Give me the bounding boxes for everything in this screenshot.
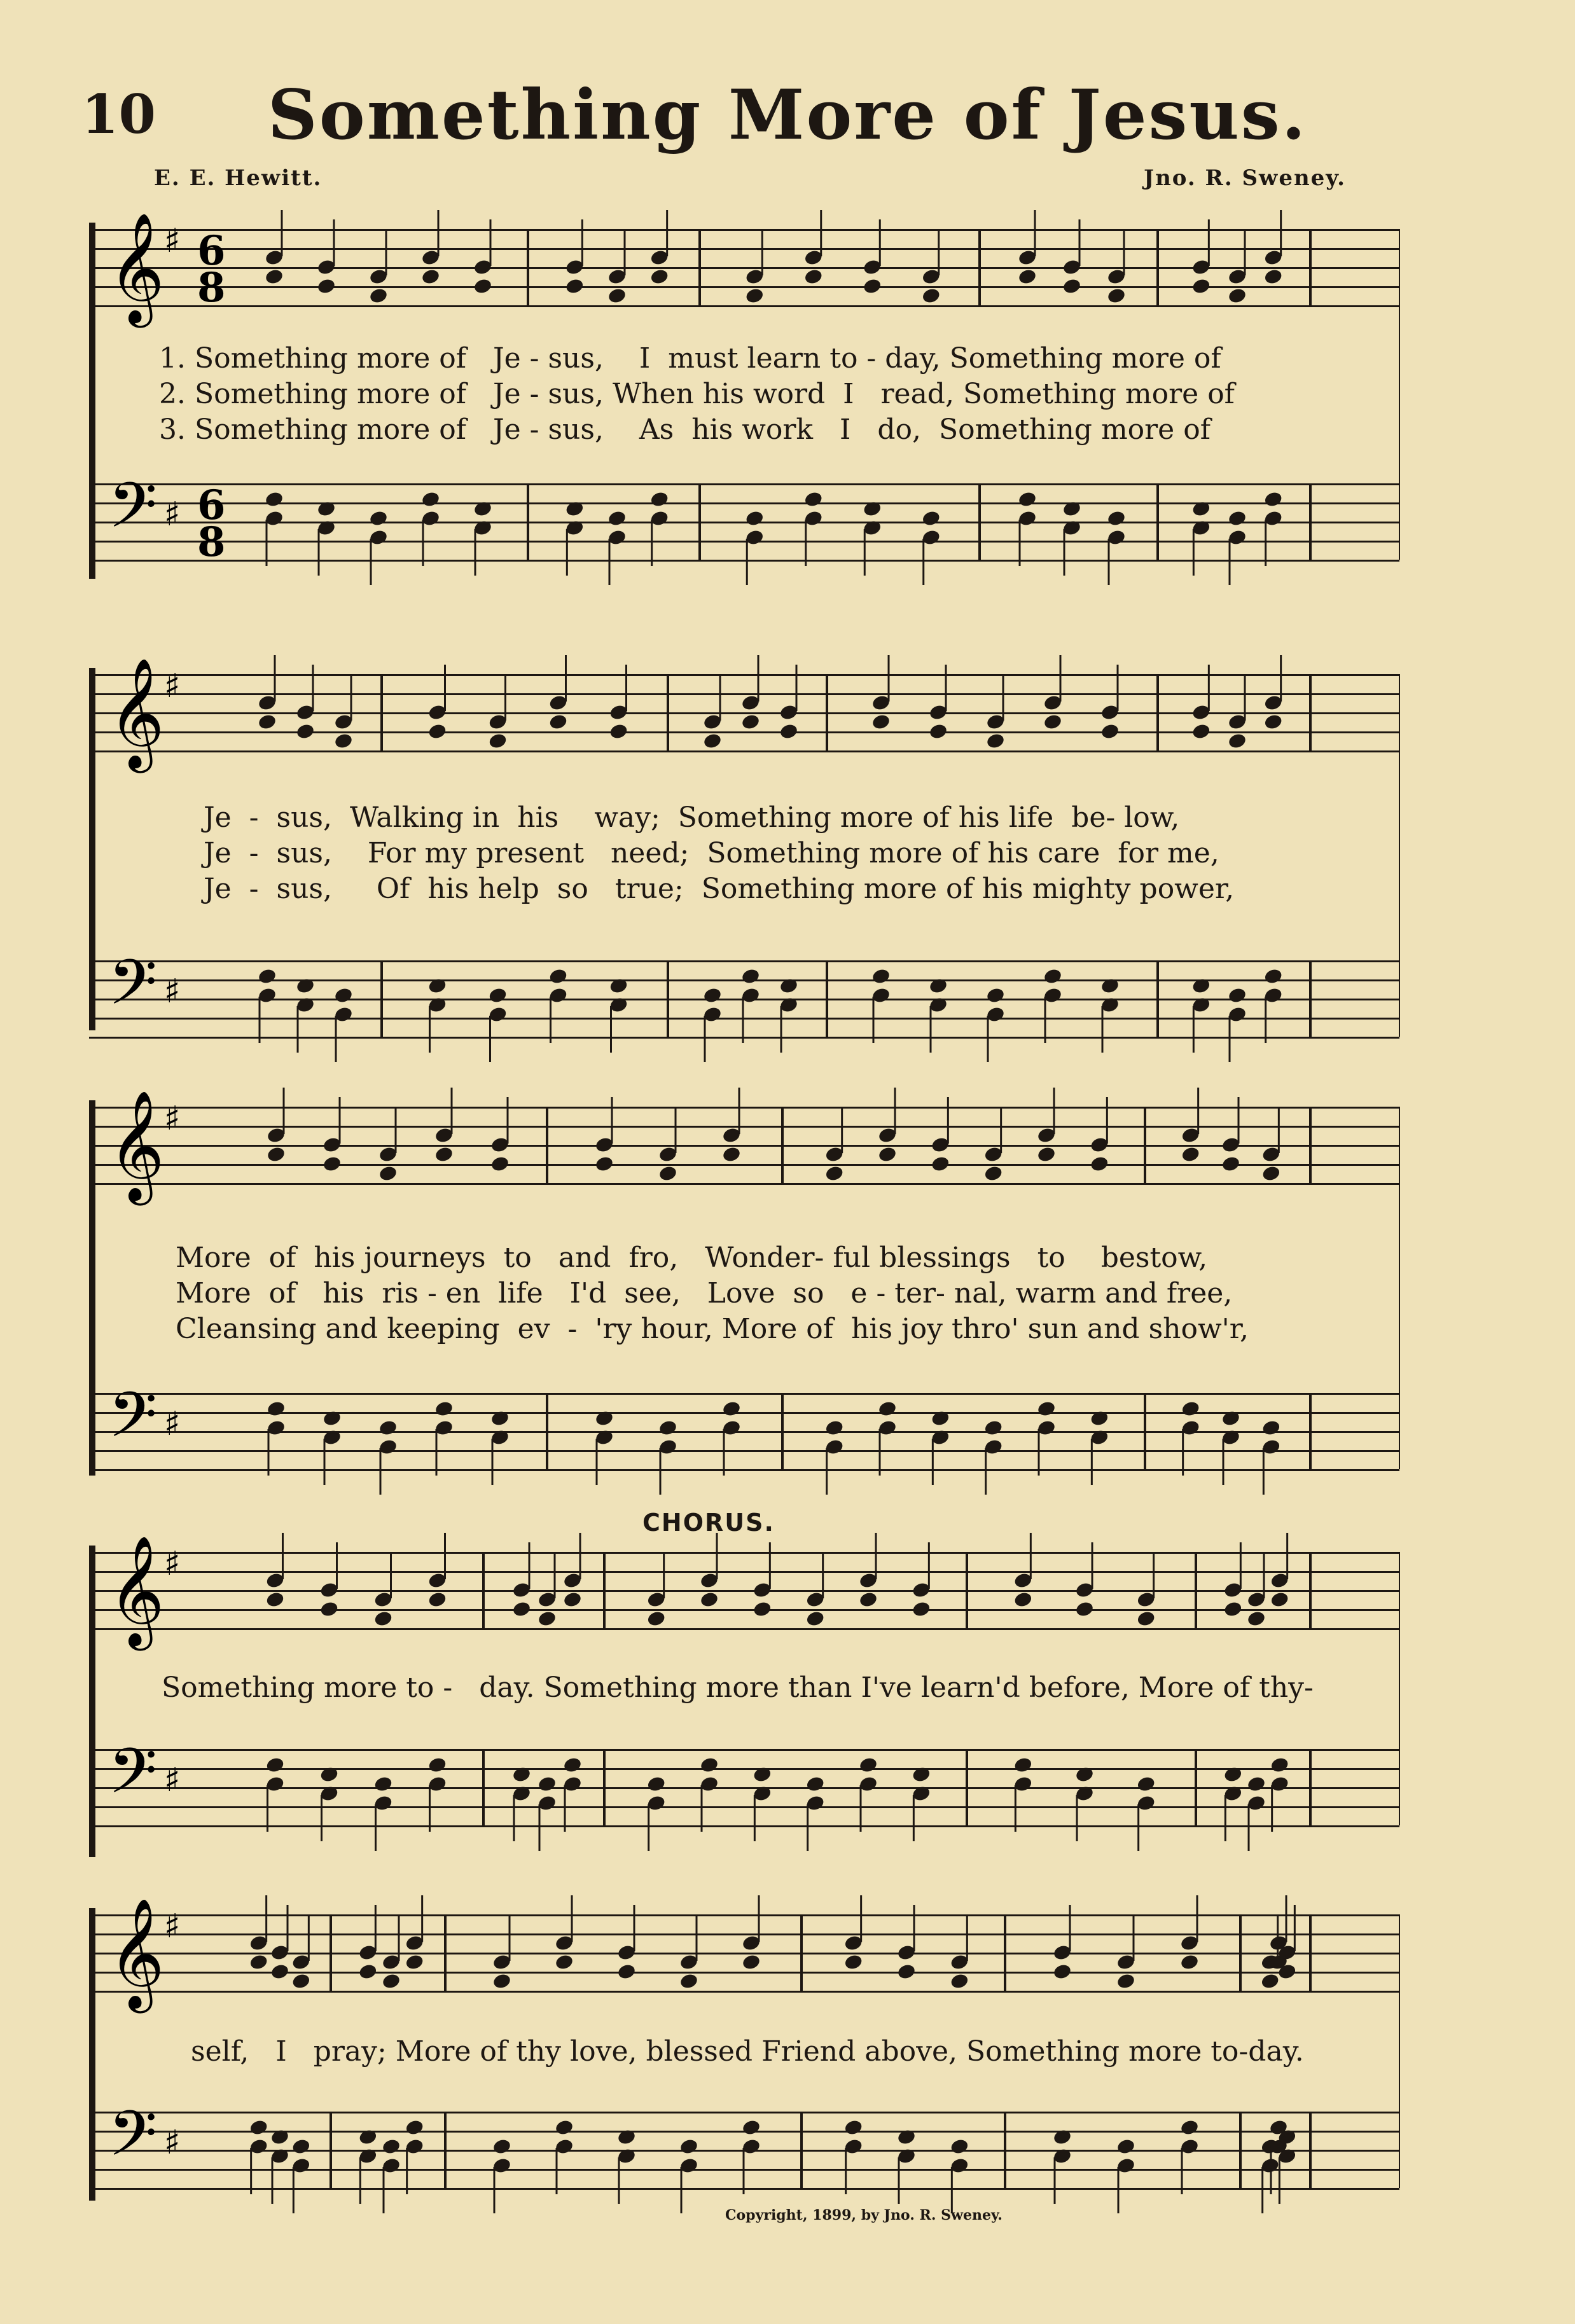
notehead [1263,490,1283,508]
notehead [373,1775,393,1793]
lyric-line: Something more to - day. Something more than I've learn'd before, More of thy- [162,1671,1314,1704]
notehead [679,2138,698,2155]
lyric-line: 1. Something more of Je - sus, I must learn to - day, Something more of [159,342,1221,375]
notehead [1246,1610,1266,1628]
notehead [679,1972,698,1990]
notehead [405,2119,424,2136]
notehead [492,1972,511,1990]
treble-clef-icon: 𝄞 [108,1090,165,1201]
notehead [858,1591,878,1608]
notehead [950,1972,969,1990]
notehead [319,1766,339,1783]
time-signature-digit: 8 [197,264,226,312]
lyric-line: More of his journeys to and fro, Wonder- ful blessings to bestow, [176,1242,1208,1274]
notehead [607,509,627,527]
time-signature-digit: 6 [197,227,226,275]
notehead [896,2128,916,2146]
notehead [266,1400,286,1418]
sharp-icon: ♯ [164,1100,181,1138]
sharp-icon: ♯ [164,1545,181,1583]
notehead [871,713,891,731]
notehead [322,1409,342,1427]
notehead [1270,1591,1289,1608]
notehead [740,713,760,731]
notehead [291,2138,311,2155]
sharp-icon: ♯ [164,1907,181,1946]
notehead [1013,1756,1033,1774]
notehead [1106,287,1126,305]
notehead [358,1963,378,1981]
notehead [1090,1155,1109,1173]
notehead [1263,268,1283,286]
notehead [1246,1775,1266,1793]
sharp-icon: ♯ [164,972,181,1011]
time-signature-digit: 8 [197,518,226,566]
notehead [1090,1409,1109,1427]
notehead [1136,1775,1156,1793]
notehead [699,1756,719,1774]
notehead [1013,1591,1033,1608]
notehead [658,1165,677,1182]
notehead [779,723,798,740]
notehead [753,1766,772,1783]
notehead [803,268,823,286]
notehead [912,1766,931,1783]
notehead [434,1145,454,1163]
lyric-line: self, I pray; More of thy love, blessed Friend above, Something more to-day. [191,2035,1304,2068]
notehead [1221,1409,1240,1427]
notehead [616,2128,636,2146]
notehead [420,490,440,508]
notehead [740,967,760,985]
notehead [295,723,315,740]
sharp-icon: ♯ [164,495,181,534]
notehead [921,287,941,305]
notehead [1270,1756,1289,1774]
notehead [983,1165,1003,1182]
notehead [562,1756,582,1774]
page-number: 10 [81,83,156,146]
notehead [264,490,284,508]
notehead [863,277,882,295]
notehead [824,1419,844,1437]
notehead [554,2119,574,2136]
notehead [721,1400,741,1418]
notehead [427,1756,447,1774]
notehead [1260,1972,1280,1990]
sharp-icon: ♯ [164,2124,181,2162]
notehead [548,713,568,731]
notehead [1191,723,1211,740]
notehead [1036,1145,1056,1163]
notehead [896,1963,916,1981]
notehead [1191,500,1211,518]
notehead [554,1953,574,1971]
notehead [1223,1600,1243,1618]
notehead [1191,277,1211,295]
notehead [378,1419,398,1437]
notehead [381,2138,401,2155]
notehead [983,1419,1003,1437]
notehead [537,1775,557,1793]
lyric-line: Je - sus, Walking in his way; Something more of his life be- low, [204,801,1180,834]
notehead [473,500,492,518]
notehead [950,2138,969,2155]
notehead [1261,1165,1281,1182]
notehead [863,500,882,518]
notehead [295,977,315,995]
notehead [1227,509,1247,527]
hymn-title: Something More of Jesus. [267,75,1308,155]
notehead [745,287,765,305]
notehead [1062,500,1081,518]
notehead [565,277,585,295]
notehead [928,977,948,995]
notehead [316,277,336,295]
notehead [249,1953,268,1971]
notehead [434,1400,454,1418]
notehead [1179,2119,1199,2136]
notehead [1100,723,1120,740]
notehead [649,490,669,508]
notehead [702,986,722,1004]
notehead [427,977,447,995]
notehead [985,986,1005,1004]
notehead [721,1145,741,1163]
notehead [270,1963,289,1981]
lyric-line: Je - sus, For my present need; Something more of his care for me, [204,837,1219,869]
lyric-line: More of his ris - en life I'd see, Love so e - ter- nal, warm and free, [176,1277,1233,1310]
notehead [877,1145,897,1163]
notehead [266,1145,286,1163]
treble-clef-icon: 𝄞 [108,1535,165,1646]
notehead [1052,1963,1072,1981]
notehead [1136,1610,1156,1628]
notehead [646,1775,666,1793]
notehead [805,1775,825,1793]
treble-clef-icon: 𝄞 [108,1898,165,2009]
notehead [616,1963,636,1981]
notehead [319,1600,339,1618]
notehead [427,1591,447,1608]
bass-clef-icon: 𝄢 [108,1735,158,1823]
treble-clef-icon: 𝄞 [108,658,165,768]
notehead [373,1610,393,1628]
lyric-line: Cleansing and keeping ev - 'ry hour, More of his joy thro' sun and show'r, [176,1313,1249,1345]
notehead [257,967,277,985]
notehead [594,1155,614,1173]
notehead [562,1591,582,1608]
chorus-label: CHORUS. [642,1509,775,1537]
notehead [368,509,388,527]
notehead [1227,732,1247,750]
notehead [1227,986,1247,1004]
notehead [333,986,353,1004]
notehead [378,1165,398,1182]
sharp-icon: ♯ [164,1761,181,1799]
notehead [699,1591,719,1608]
notehead [824,1165,844,1182]
notehead [745,509,765,527]
treble-clef-icon: 𝄞 [108,212,165,323]
notehead [741,2119,761,2136]
notehead [316,500,336,518]
notehead [265,1591,285,1608]
notehead [803,490,823,508]
time-signature-digit: 6 [197,481,226,529]
notehead [291,1972,311,1990]
notehead [1227,287,1247,305]
sharp-icon: ♯ [164,667,181,705]
lyric-line: Je - sus, Of his help so true; Something more of his mighty power, [204,873,1235,905]
notehead [658,1419,677,1437]
notehead [1036,1400,1056,1418]
notehead [1017,268,1037,286]
notehead [607,287,627,305]
notehead [427,723,447,740]
notehead [420,268,440,286]
notehead [609,723,628,740]
lyric-line: 3. Something more of Je - sus, As his work I do, Something more of [159,413,1211,446]
bass-clef-icon: 𝄢 [108,1379,158,1467]
notehead [490,1155,510,1173]
notehead [985,732,1005,750]
notehead [1223,1766,1243,1783]
notehead [1116,2138,1135,2155]
notehead [511,1766,531,1783]
notehead [702,732,722,750]
notehead [265,1756,285,1774]
notehead [1017,490,1037,508]
notehead [333,732,353,750]
notehead [1263,967,1283,985]
notehead [928,723,948,740]
notehead [1052,2128,1072,2146]
notehead [1116,1972,1135,1990]
notehead [1043,713,1062,731]
notehead [488,986,508,1004]
notehead [257,713,277,731]
composer-credit: Jno. R. Sweney. [1144,165,1346,191]
notehead [921,509,941,527]
notehead [1261,1419,1281,1437]
notehead [1043,967,1062,985]
notehead [931,1155,950,1173]
notehead [490,1409,510,1427]
notehead [594,1409,614,1427]
lyric-line: 2. Something more of Je - sus, When his word I read, Something more of [159,378,1235,410]
notehead [1263,713,1283,731]
notehead [1106,509,1126,527]
notehead [537,1610,557,1628]
author-credit: E. E. Hewitt. [154,165,323,191]
notehead [1221,1155,1240,1173]
notehead [649,268,669,286]
notehead [548,967,568,985]
notehead [488,732,508,750]
notehead [1181,1400,1200,1418]
notehead [931,1409,950,1427]
notehead [912,1600,931,1618]
notehead [646,1610,666,1628]
notehead [1179,1953,1199,1971]
notehead [492,2138,511,2155]
notehead [1100,977,1120,995]
bass-clef-icon: 𝄢 [108,469,158,558]
notehead [843,2119,863,2136]
notehead [1074,1600,1094,1618]
notehead [270,2128,289,2146]
notehead [843,1953,863,1971]
notehead [609,977,628,995]
notehead [249,2119,268,2136]
notehead [381,1972,401,1990]
notehead [741,1953,761,1971]
notehead [1191,977,1211,995]
notehead [368,287,388,305]
notehead [779,977,798,995]
notehead [858,1756,878,1774]
notehead [565,500,585,518]
notehead [473,277,492,295]
copyright-notice: Copyright, 1899, by Jno. R. Sweney. [725,2207,1003,2224]
notehead [753,1600,772,1618]
notehead [264,268,284,286]
sharp-icon: ♯ [164,222,181,260]
notehead [871,967,891,985]
notehead [322,1155,342,1173]
bass-clef-icon: 𝄢 [108,946,158,1035]
notehead [511,1600,531,1618]
sharp-icon: ♯ [164,1405,181,1443]
notehead [877,1400,897,1418]
notehead [358,2128,378,2146]
notehead [1074,1766,1094,1783]
notehead [1062,277,1081,295]
notehead [1181,1145,1200,1163]
bass-clef-icon: 𝄢 [108,2098,158,2186]
notehead [405,1953,424,1971]
notehead [805,1610,825,1628]
